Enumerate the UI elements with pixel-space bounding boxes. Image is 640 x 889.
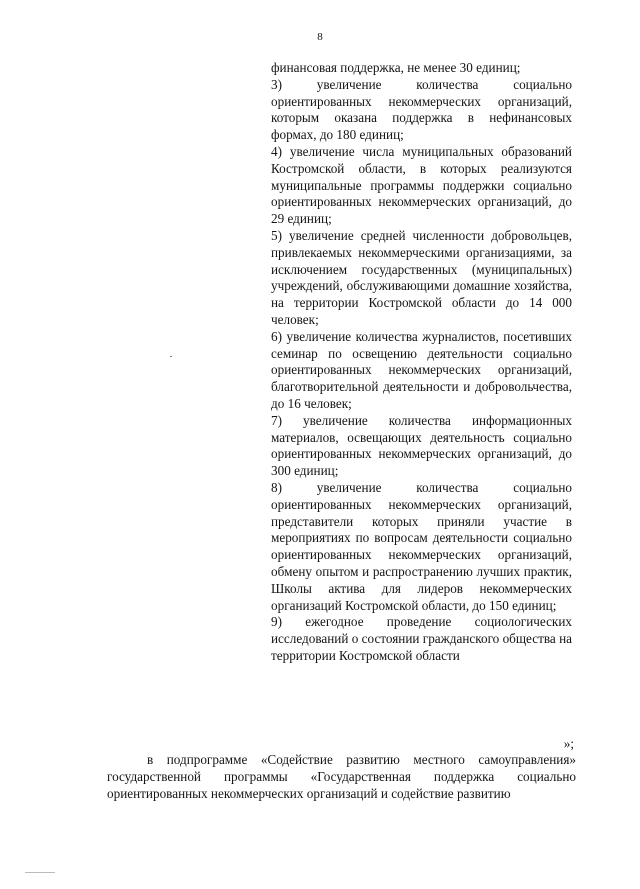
- indicator-item-5: 5) увеличение средней численности добровольцев, привлекаемых некоммерческими организациями, за исключением государственных (муниципальных) учреждений, обслуживающими домашние хозяйства, на территории Костромской области до 14 000 человек;: [271, 227, 572, 327]
- body-paragraph: в подпрограмме «Содействие развитию местного самоуправления» государственной программы «Государственная поддержка социально ориентированных некоммерческих организаций и содействие развитию: [107, 752, 576, 801]
- indicator-item-8: 8) увеличение количества социально ориентированных некоммерческих организаций, представители которых приняли участие в мероприятиях по вопросам деятельности социально ориентированных некоммерческих организаций, обмену опытом и распространению лучших практик, Школы актива для лидеров некоммерческих организаций Костромской области, до 150 единиц;: [271, 479, 572, 613]
- indicator-item-6: 6) увеличение количества журналистов, посетивших семинар по освещению деятельности социально ориентированных некоммерческих организаций, благотворительной деятельности и добровольчества, до 16 человек;: [271, 328, 572, 411]
- indicator-item-3: 3) увеличение количества социально ориентированных некоммерческих организаций, которым оказана поддержка в нефинансовых формах, до 180 единиц;: [271, 76, 572, 143]
- indicators-column: [271, 60, 572, 665]
- indicator-item-4: 4) увеличение числа муниципальных образований Костромской области, в которых реализуются муниципальные программы поддержки социально ориентированных некоммерческих организаций, до 29 единиц;: [271, 143, 572, 227]
- body-text: [107, 752, 576, 802]
- stray-mark: [170, 356, 172, 357]
- indicator-item-7: 7) увеличение количества информационных материалов, освещающих деятельность социально ориентированных некоммерческих организаций, до 300 единиц;: [271, 412, 572, 479]
- page-number: 8: [317, 31, 323, 43]
- quote-close: »;: [563, 736, 574, 751]
- indicator-continuation: финансовая поддержка, не менее 30 единиц;: [271, 60, 521, 75]
- indicator-item-9: 9) ежегодное проведение социологических исследований о состоянии гражданского общества на территории Костромской области: [271, 614, 572, 663]
- footer-mark: [25, 872, 55, 873]
